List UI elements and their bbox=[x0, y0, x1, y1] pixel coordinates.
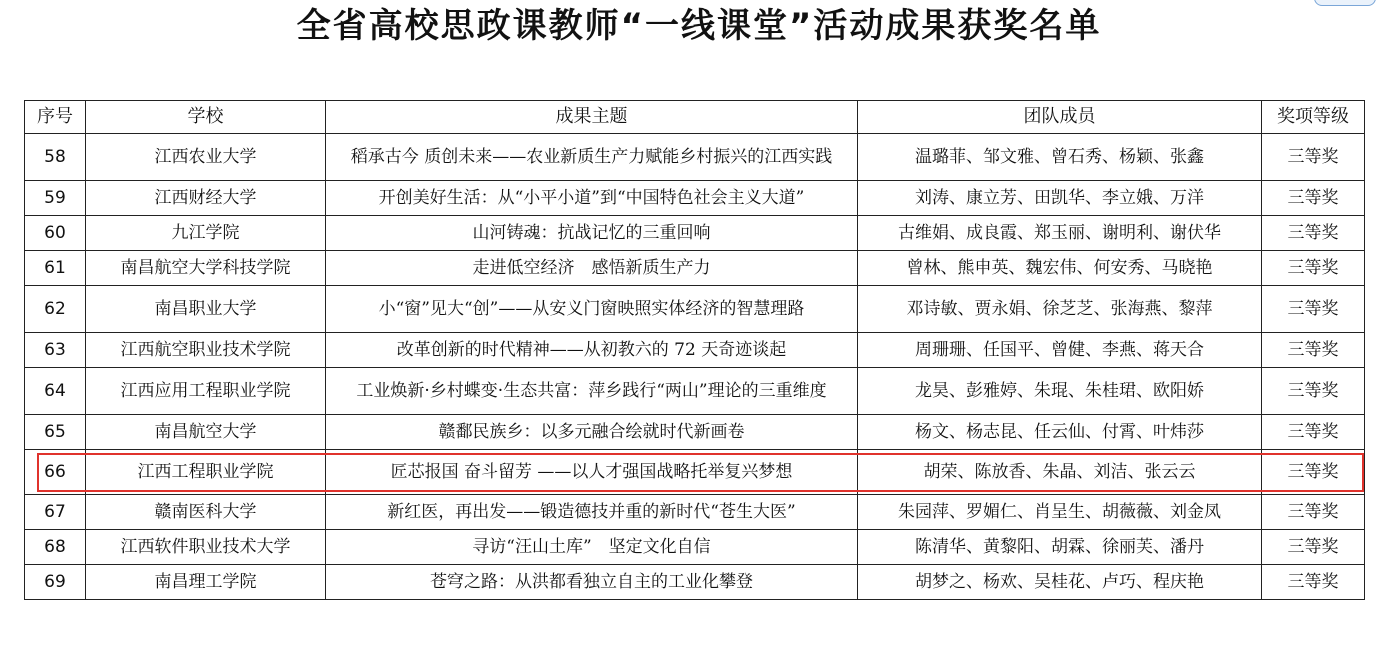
row-index: 67 bbox=[25, 495, 86, 530]
row-index: 69 bbox=[25, 565, 86, 600]
row-school: 江西应用工程职业学院 bbox=[86, 368, 326, 415]
row-school: 赣南医科大学 bbox=[86, 495, 326, 530]
row-topic: 山河铸魂：抗战记忆的三重回响 bbox=[326, 216, 858, 251]
row-members: 陈清华、黄黎阳、胡霖、徐丽芙、潘丹 bbox=[858, 530, 1262, 565]
row-topic: 赣鄱民族乡：以多元融合绘就时代新画卷 bbox=[326, 415, 858, 450]
row-members: 周珊珊、任国平、曾健、李燕、蒋天合 bbox=[858, 333, 1262, 368]
row-award: 三等奖 bbox=[1262, 286, 1365, 333]
row-school: 江西农业大学 bbox=[86, 134, 326, 181]
table-row bbox=[25, 495, 1365, 530]
row-award: 三等奖 bbox=[1262, 216, 1365, 251]
table-row bbox=[25, 134, 1365, 181]
table-row bbox=[25, 368, 1365, 415]
row-members: 朱园萍、罗媚仁、肖呈生、胡薇薇、刘金凤 bbox=[858, 495, 1262, 530]
row-topic: 走进低空经济 感悟新质生产力 bbox=[326, 251, 858, 286]
row-topic: 新红医，再出发——锻造德技并重的新时代“苍生大医” bbox=[326, 495, 858, 530]
header-award: 奖项等级 bbox=[1262, 101, 1365, 134]
row-topic: 稻承古今 质创未来——农业新质生产力赋能乡村振兴的江西实践 bbox=[326, 134, 858, 181]
row-members: 曾林、熊申英、魏宏伟、何安秀、马晓艳 bbox=[858, 251, 1262, 286]
row-members: 龙昊、彭雅婷、朱琨、朱桂珺、欧阳娇 bbox=[858, 368, 1262, 415]
page-title: 全省高校思政课教师“一线课堂”活动成果获奖名单 bbox=[296, 6, 1102, 46]
row-school: 南昌航空大学科技学院 bbox=[86, 251, 326, 286]
row-topic: 寻访“汪山土库” 坚定文化自信 bbox=[326, 530, 858, 565]
row-index: 58 bbox=[25, 134, 86, 181]
row-school: 南昌航空大学 bbox=[86, 415, 326, 450]
row-index: 59 bbox=[25, 181, 86, 216]
row-index: 64 bbox=[25, 368, 86, 415]
table-row bbox=[25, 530, 1365, 565]
row-index: 63 bbox=[25, 333, 86, 368]
row-topic: 改革创新的时代精神——从初教六的 72 天奇迹谈起 bbox=[326, 333, 858, 368]
table-row bbox=[25, 286, 1365, 333]
row-members: 刘涛、康立芳、田凯华、李立娥、万洋 bbox=[858, 181, 1262, 216]
row-members: 邓诗敏、贾永娟、徐芝芝、张海燕、黎萍 bbox=[858, 286, 1262, 333]
table-row bbox=[25, 251, 1365, 286]
table-row bbox=[25, 565, 1365, 600]
row-index: 60 bbox=[25, 216, 86, 251]
row-topic: 开创美好生活：从“小平小道”到“中国特色社会主义大道” bbox=[326, 181, 858, 216]
row-school: 九江学院 bbox=[86, 216, 326, 251]
row-topic: 小“窗”见大“创”——从安义门窗映照实体经济的智慧理路 bbox=[326, 286, 858, 333]
row-members: 温璐菲、邹文雅、曾石秀、杨颖、张鑫 bbox=[858, 134, 1262, 181]
row-members: 杨文、杨志昆、任云仙、付霄、叶炜莎 bbox=[858, 415, 1262, 450]
row-members: 胡梦之、杨欢、吴桂花、卢巧、程庆艳 bbox=[858, 565, 1262, 600]
row-school: 江西航空职业技术学院 bbox=[86, 333, 326, 368]
row-award: 三等奖 bbox=[1262, 450, 1365, 495]
row-topic: 匠芯报国 奋斗留芳 ——以人才强国战略托举复兴梦想 bbox=[326, 450, 858, 495]
row-school: 江西软件职业技术大学 bbox=[86, 530, 326, 565]
row-school: 江西财经大学 bbox=[86, 181, 326, 216]
row-award: 三等奖 bbox=[1262, 495, 1365, 530]
row-school: 南昌理工学院 bbox=[86, 565, 326, 600]
row-school: 江西工程职业学院 bbox=[86, 450, 326, 495]
row-award: 三等奖 bbox=[1262, 251, 1365, 286]
table-row bbox=[25, 181, 1365, 216]
row-index: 61 bbox=[25, 251, 86, 286]
table-row bbox=[25, 216, 1365, 251]
row-index: 62 bbox=[25, 286, 86, 333]
row-award: 三等奖 bbox=[1262, 565, 1365, 600]
header-school: 学校 bbox=[86, 101, 326, 134]
row-members: 胡荣、陈放香、朱晶、刘洁、张云云 bbox=[858, 450, 1262, 495]
table-row-highlighted bbox=[25, 450, 1365, 495]
row-topic: 工业焕新·乡村蝶变·生态共富：萍乡践行“两山”理论的三重维度 bbox=[326, 368, 858, 415]
table-row bbox=[25, 333, 1365, 368]
table-header-row bbox=[25, 101, 1365, 134]
row-award: 三等奖 bbox=[1262, 134, 1365, 181]
row-award: 三等奖 bbox=[1262, 368, 1365, 415]
row-index: 65 bbox=[25, 415, 86, 450]
award-table bbox=[24, 100, 1365, 600]
header-index: 序号 bbox=[25, 101, 86, 134]
header-topic: 成果主题 bbox=[326, 101, 858, 134]
row-award: 三等奖 bbox=[1262, 181, 1365, 216]
row-members: 古维娟、成良霞、郑玉丽、谢明利、谢伏华 bbox=[858, 216, 1262, 251]
header-members: 团队成员 bbox=[858, 101, 1262, 134]
row-award: 三等奖 bbox=[1262, 333, 1365, 368]
row-index: 66 bbox=[25, 450, 86, 495]
row-award: 三等奖 bbox=[1262, 415, 1365, 450]
row-index: 68 bbox=[25, 530, 86, 565]
row-award: 三等奖 bbox=[1262, 530, 1365, 565]
row-topic: 苍穹之路：从洪都看独立自主的工业化攀登 bbox=[326, 565, 858, 600]
table-row bbox=[25, 415, 1365, 450]
row-school: 南昌职业大学 bbox=[86, 286, 326, 333]
